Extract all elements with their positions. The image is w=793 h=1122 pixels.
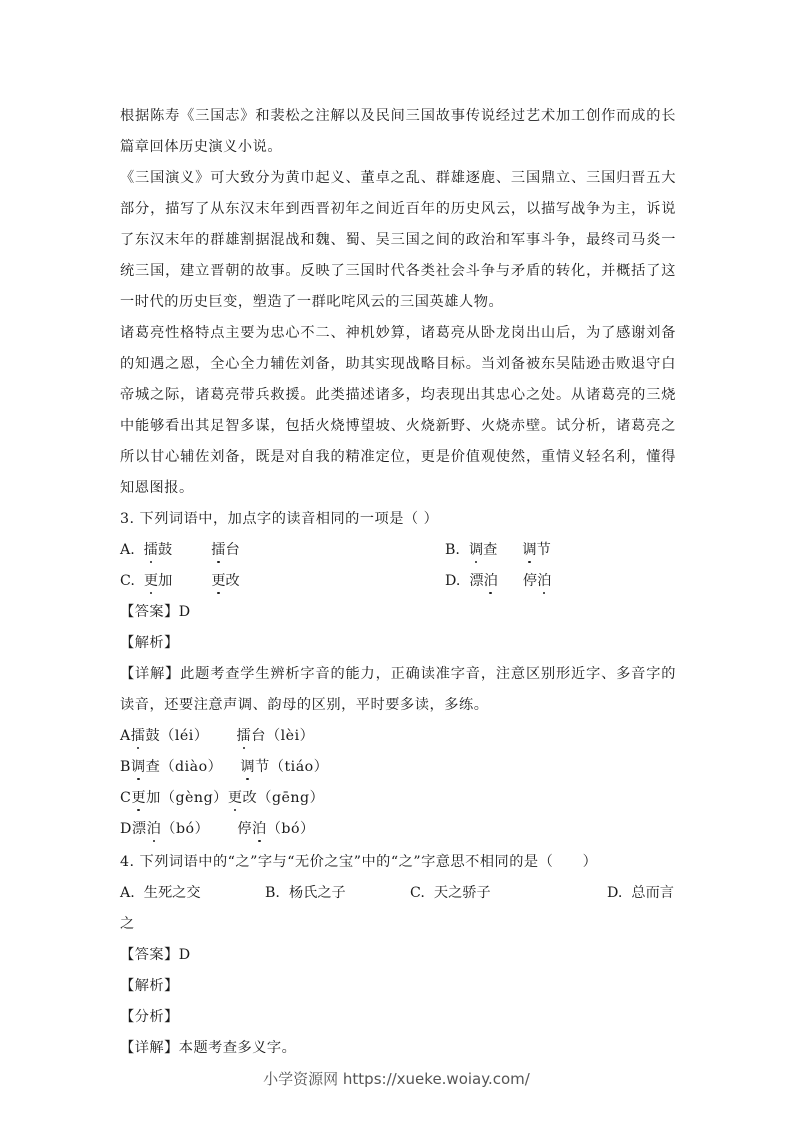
question-3-stem: 3. 下列词语中，加点字的读音相同的一项是（ ）	[120, 511, 439, 527]
q3-option-a: A. 擂鼓 擂台	[120, 535, 240, 566]
emphasis-dot-char: 调	[522, 535, 536, 566]
emphasis-dot-char: 调	[469, 535, 483, 566]
q3-option-c: C. 更加 更改	[120, 566, 240, 597]
q3-reading-b: B调查（diào） 调节（tiáo）	[120, 752, 676, 783]
q3-option-b-word-2: 调节	[522, 535, 550, 566]
q4-option-b: B. 杨氏之子	[265, 885, 346, 901]
emphasis-dot-char: 泊	[484, 566, 498, 597]
q4-analysis-heading: 【解析】	[120, 978, 179, 994]
q4-fenxi-heading: 【分析】	[120, 1009, 179, 1025]
q4-answer: 【答案】D	[120, 947, 191, 963]
q3-option-c-word-2: 更改	[211, 566, 239, 597]
q4-option-d-wrap: 之	[120, 916, 135, 932]
q4-option-a: A. 生死之交	[120, 885, 201, 901]
passage-paragraph-2: 《三国演义》可大致分为黄巾起义、董卓之乱、群雄逐鹿、三国鼎立、三国归晋五大部分，描写了从东汉末年到西晋初年之间近百年的历史风云，以描写战争为主，诉说了东汉末年的群雄割据混战和魏、蜀、吴三国之间的政治和军事斗争，最终司马炎一统三国，建立晋朝的故事。反映了三国时代各类社会斗争与矛盾的转化，并概括了这一时代的历史巨变，塑造了一群叱咤风云的三国英雄人物。	[120, 170, 676, 310]
q3-reading-a: A擂鼓（léi） 擂台（lèi）	[120, 721, 676, 752]
q3-option-d: D. 漂泊 停泊	[445, 566, 551, 597]
passage-paragraph-3: 诸葛亮性格特点主要为忠心不二、神机妙算，诸葛亮从卧龙岗出山后，为了感谢刘备的知遇之恩，全心全力辅佐刘备，助其实现战略目标。当刘备被东吴陆逊击败退守白帝城之际，诸葛亮带兵救援。此类描述诸多，均表现出其忠心之处。从诸葛亮的三烧中能够看出其足智多谋，包括火烧博望坡、火烧新野、火烧赤壁。试分析，诸葛亮之所以甘心辅佐刘备，既是对自我的精准定位，更是价值观使然，重情义轻名利，懂得知恩图报。	[120, 325, 676, 496]
q3-option-d-word-1: 漂泊	[469, 566, 497, 597]
q3-option-b-word-1: 调查	[469, 535, 497, 566]
q4-option-d: D. 总而言	[607, 885, 674, 901]
emphasis-dot-char: 更	[211, 566, 225, 597]
footer-watermark: 小学资源网 https://xueke.woiay.com/	[263, 1070, 530, 1088]
emphasis-dot-char: 泊	[537, 566, 551, 597]
q3-option-a-word-2: 擂台	[211, 535, 239, 566]
q3-detail: 【详解】此题考查学生辨析字音的能力，正确读准字音，注意区别形近字、多音字的读音，还要注意声调、韵母的区别，平时要多读，多练。	[120, 666, 676, 713]
q3-reading-d: D漂泊（bó） 停泊（bó）	[120, 814, 676, 845]
q3-option-c-word-1: 更加	[144, 566, 172, 597]
emphasis-dot-char: 擂	[211, 535, 225, 566]
q4-detail: 【详解】本题考查多义字。	[120, 1040, 297, 1056]
emphasis-dot-char: 更	[144, 566, 158, 597]
q3-option-a-word-1: 擂鼓	[144, 535, 172, 566]
q3-option-d-word-2: 停泊	[523, 566, 551, 597]
document-page	[120, 101, 676, 1064]
question-4-stem: 4. 下列词语中的“之”字与“无价之宝”中的“之”字意思不相同的是（ ）	[120, 854, 598, 870]
q3-option-b: B. 调查 调节	[445, 535, 551, 566]
question-3-options-row-2	[120, 566, 676, 597]
q4-option-c: C. 天之骄子	[410, 885, 491, 901]
q3-answer: 【答案】D	[120, 604, 191, 620]
question-4-options	[120, 878, 676, 909]
passage-paragraph-1: 根据陈寿《三国志》和裴松之注解以及民间三国故事传说经过艺术加工创作而成的长篇章回体历史演义小说。	[120, 108, 676, 155]
q3-analysis-heading: 【解析】	[120, 635, 179, 651]
question-3-options-row-1	[120, 535, 676, 566]
emphasis-dot-char: 擂	[144, 535, 158, 566]
q3-reading-c: C更加（gèng）更改（gēng）	[120, 783, 676, 814]
